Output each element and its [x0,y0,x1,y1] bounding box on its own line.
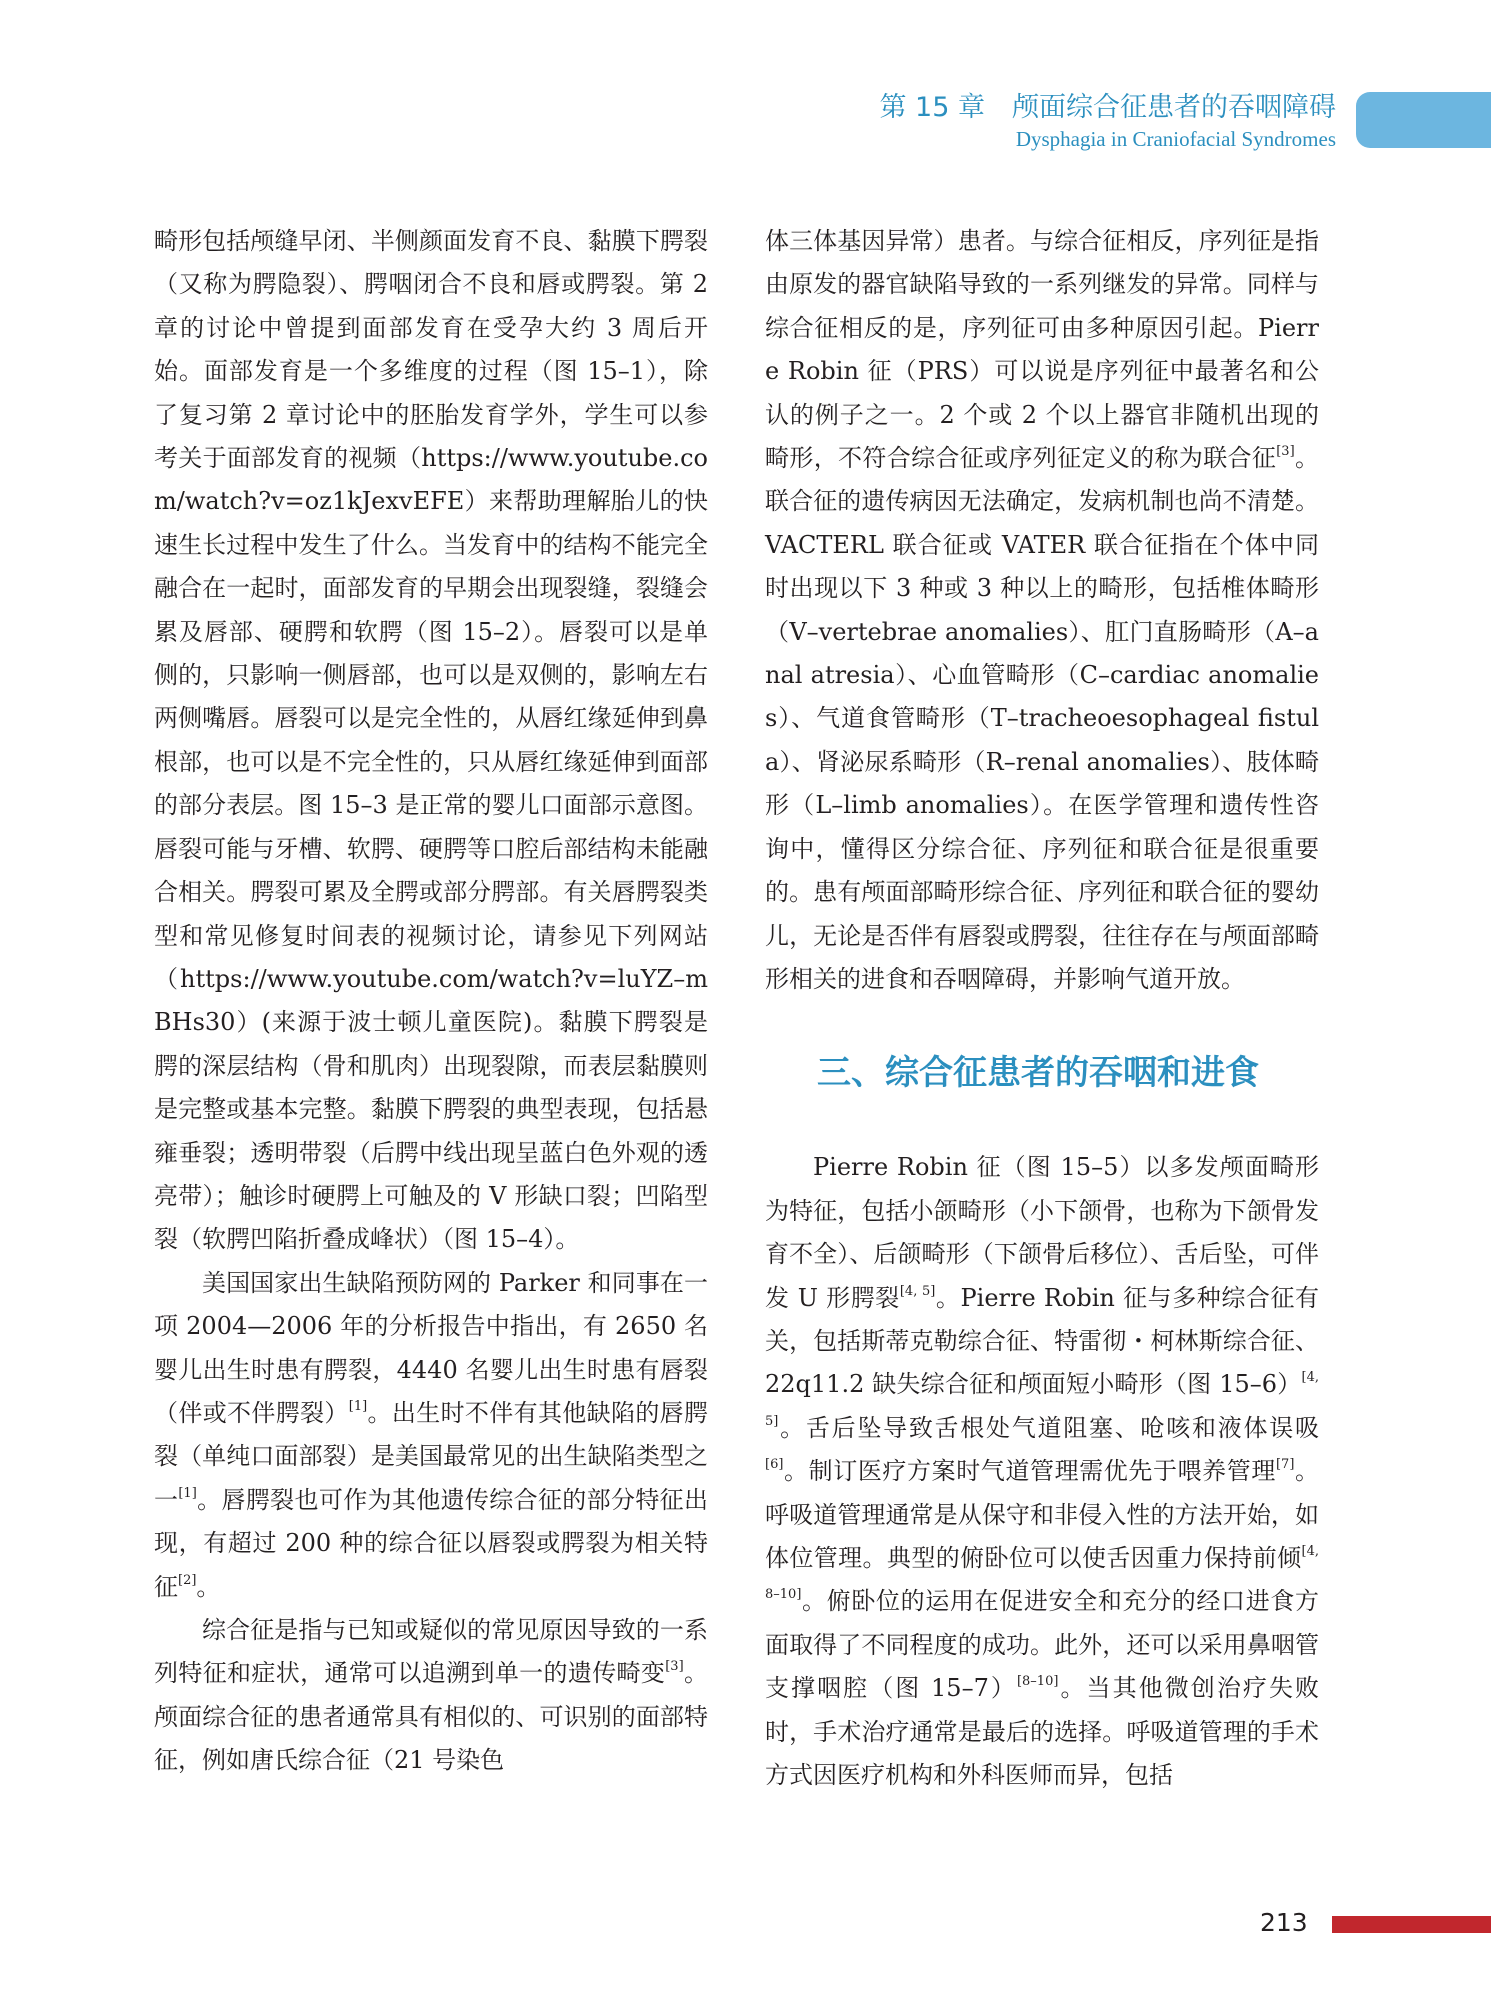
paragraph-parker-report: 美国国家出生缺陷预防网的 Parker 和同事在一项 2004—2006 年的分析报告中指出，有 2650 名婴儿出生时患有腭裂，4440 名婴儿出生时患有唇裂（伴或不伴腭裂）[1]。出生时不伴有其他缺陷的唇腭裂（单纯口面部裂）是美国最常见的出生缺陷类型之一[1]。唇腭裂也可作为其他遗传综合征的部分特征出现，有超过 200 种的综合征以唇裂或腭裂为相关特征[2]。 [154,1268,709,1601]
citation: [3] [665,1659,684,1675]
section-heading: 三、综合征患者的吞咽和进食 [817,1053,1259,1094]
running-header [879,92,1336,152]
citation: [1] [178,1485,197,1501]
chapter-tab-marker [1356,92,1491,148]
citation: [2] [178,1572,197,1588]
citation: [7] [1275,1457,1295,1473]
left-column [154,220,708,1783]
citation: [3] [1276,444,1295,460]
paragraph-pierre-robin: Pierre Robin 征（图 15–5）以多发颅面畸形为特征，包括小颌畸形（小下颌骨，也称为下颌骨发育不全）、后颌畸形（下颌骨后移位）、舌后坠，可伴发 U 形腭裂[4, 5]。Pierre Robin 征与多种综合征有关，包括斯蒂克勒综合征、特雷彻・柯林斯综合征、22q11.2 缺失综合征和颅面短小畸形（图 15–6）[4, 5]。舌后坠导致舌根处气道阻塞、呛咳和液体误吸[6]。制订医疗方案时气道管理需优先于喂养管理[7]。呼吸道管理通常是从保守和非侵入性的方法开始，如体位管理。典型的俯卧位可以使舌因重力保持前倾[4, 8–10]。俯卧位的运用在促进安全和充分的经口进食方面取得了不同程度的成功。此外，还可以采用鼻咽管支撑咽腔（图 15–7）[8–10]。当其他微创治疗失败时，手术治疗通常是最后的选择。呼吸道管理的手术方式因医疗机构和外科医师而异，包括 [765,1153,1320,1789]
citation: [4, 5] [899,1283,936,1299]
page-number: 213 [1260,1908,1308,1937]
paragraph-syndrome-definition: 综合征是指与已知或疑似的常见原因导致的一系列特征和症状，通常可以追溯到单一的遗传畸变[3]。颅面综合征的患者通常具有相似的、可识别的面部特征，例如唐氏综合征（21 号染色 [154,1616,709,1775]
chapter-subtitle: Dysphagia in Craniofacial Syndromes [1015,127,1336,151]
chapter-title: 第 15 章 颅面综合征患者的吞咽障碍 [879,92,1336,123]
citation: [8–10] [1016,1674,1059,1690]
citation: [4, 5] [765,1370,1319,1429]
footer-color-bar [1332,1916,1491,1933]
citation: [1] [348,1398,368,1414]
citation: [4, 8–10] [765,1543,1319,1603]
paragraph-sequence-association: 体三体基因异常）患者。与综合征相反，序列征是指由原发的器官缺陷导致的一系列继发的异常。同样与综合征相反的是，序列征可由多种原因引起。Pierre Robin 征（PRS）可以说是序列征中最著名和公认的例子之一。2 个或 2 个以上器官非随机出现的畸形，不符合综合征或序列征定义的称为联合征[3]。联合征的遗传病因无法确定，发病机制也尚不清楚。VACTERL 联合征或 VATER 联合征指在个体中同时出现以下 3 种或 3 种以上的畸形，包括椎体畸形（V–vertebrae anomalies）、肛门直肠畸形（A–anal atresia）、心血管畸形（C–cardiac anomalies）、气道食管畸形（T–tracheoesophageal fistula）、肾泌尿系畸形（R–renal anomalies）、肢体畸形（L–limb anomalies）。在医学管理和遗传性咨询中，懂得区分综合征、序列征和联合征是很重要的。患有颅面部畸形综合征、序列征和联合征的婴幼儿，无论是否伴有唇裂或腭裂，往往存在与颅面部畸形相关的进食和吞咽障碍，并影响气道开放。 [765,227,1320,993]
paragraph-malformation-types: 畸形包括颅缝早闭、半侧颜面发育不良、黏膜下腭裂（又称为腭隐裂）、腭咽闭合不良和唇或腭裂。第 2 章的讨论中曾提到面部发育在受孕大约 3 周后开始。面部发育是一个多维度的过程（图 15–1），除了复习第 2 章讨论中的胚胎发育学外，学生可以参考关于面部发育的视频（https://www.youtube.com/watch?v=oz1kJexvEFE）来帮助理解胎儿的快速生长过程中发生了什么。当发育中的结构不能完全融合在一起时，面部发育的早期会出现裂缝，裂缝会累及唇部、硬腭和软腭（图 15–2）。唇裂可以是单侧的，只影响一侧唇部，也可以是双侧的，影响左右两侧嘴唇。唇裂可以是完全性的，从唇红缘延伸到鼻根部，也可以是不完全性的，只从唇红缘延伸到面部的部分表层。图 15–3 是正常的婴儿口面部示意图。唇裂可能与牙槽、软腭、硬腭等口腔后部结构未能融合相关。腭裂可累及全腭或部分腭部。有关唇腭裂类型和常见修复时间表的视频讨论，请参见下列网站（https://www.youtube.com/watch?v=luYZ–mBHs30）(来源于波士顿儿童医院)。黏膜下腭裂是腭的深层结构（骨和肌肉）出现裂隙，而表层黏膜则是完整或基本完整。黏膜下腭裂的典型表现，包括悬雍垂裂；透明带裂（后腭中线出现呈蓝白色外观的透亮带）；触诊时硬腭上可触及的 V 形缺口裂；凹陷型裂（软腭凹陷折叠成峰状）（图 15–4）。 [154,227,708,1254]
right-column [765,220,1319,1797]
citation: [6] [765,1457,784,1473]
